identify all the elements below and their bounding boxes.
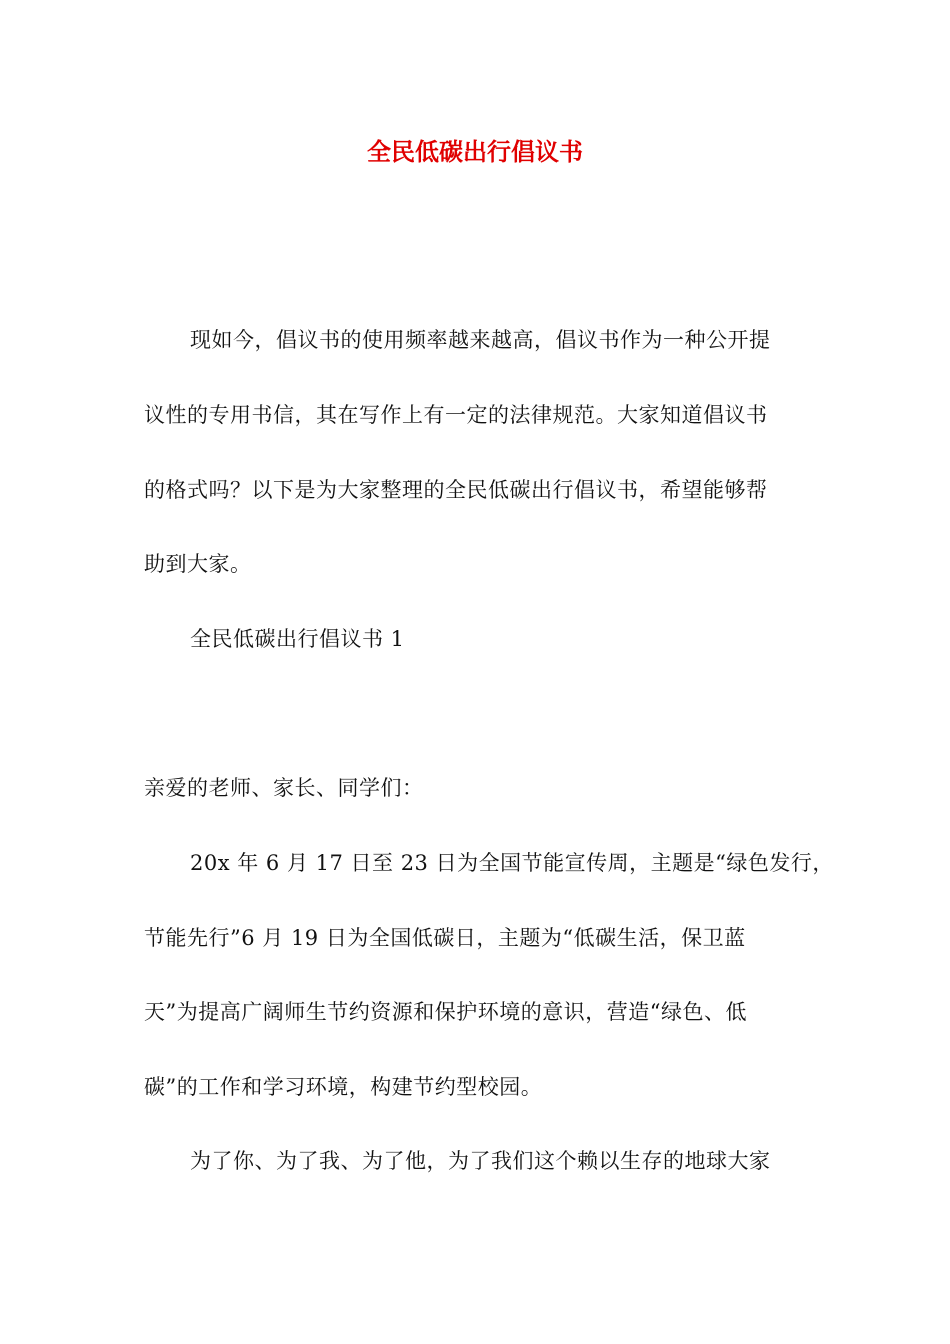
paragraph-line: 现如今，倡议书的使用频率越来越高，倡议书作为一种公开提 [190,328,771,352]
document-body [144,0,834,1344]
paragraph-line: 碳”的工作和学习环境，构建节约型校园。 [144,1075,543,1099]
document-title: 全民低碳出行倡议书 [367,137,583,166]
paragraph-line: 20x 年 6 月 17 日至 23 日为全国节能宣传周，主题是“绿色发行， [190,851,834,875]
paragraph-line: 天”为提高广阔师生节约资源和保护环境的意识，营造“绿色、低 [144,1000,747,1024]
paragraph-line: 节能先行”6 月 19 日为全国低碳日，主题为“低碳生活，保卫蓝 [144,926,746,950]
paragraph-line: 助到大家。 [144,552,252,576]
section-heading: 全民低碳出行倡议书 1 [190,627,405,651]
paragraph-line: 为了你、为了我、为了他，为了我们这个赖以生存的地球大家 [190,1149,771,1173]
paragraph-line: 的格式吗？以下是为大家整理的全民低碳出行倡议书，希望能够帮 [144,478,768,502]
paragraph-line: 议性的专用书信，其在写作上有一定的法律规范。大家知道倡议书 [144,403,768,427]
salutation: 亲爱的老师、家长、同学们： [144,776,424,800]
